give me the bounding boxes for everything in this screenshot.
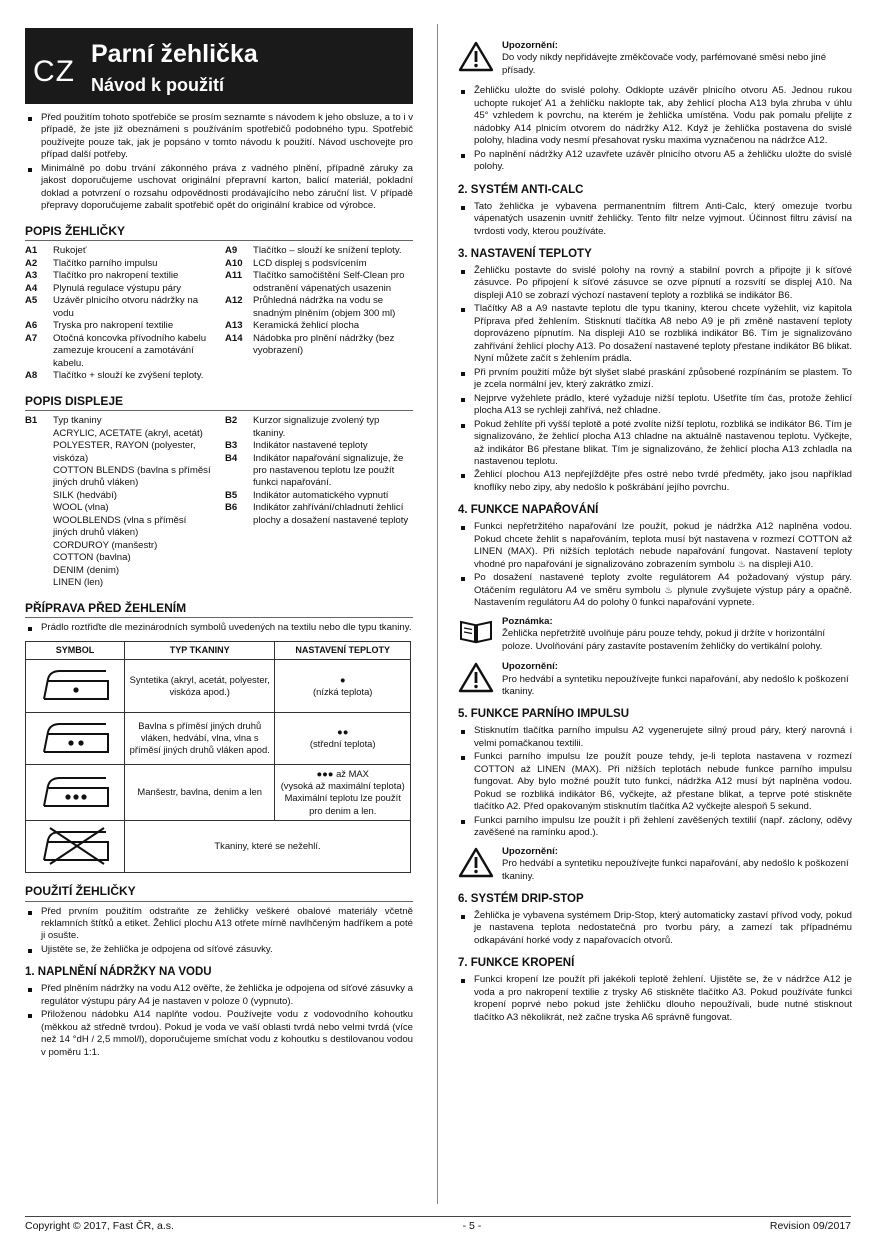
- warning-icon: [458, 661, 494, 693]
- left-column: [25, 28, 413, 1060]
- copyright: Copyright © 2017, Fast ČR, a.s.: [25, 1220, 174, 1232]
- list-item: A3 Tlačítko pro nakropení textilie: [25, 270, 179, 282]
- list-item: Tato žehlička je vybavena permanentním filtrem Anti-Calc, který omezuje tvorbu vápenatých usazenin uvnitř žehličky. Tento filtr nelze vyjmout. Účinnost filtru závisí na tvrdosti vody, kterou používáte.: [458, 201, 852, 238]
- list-item: A13 Keramická žehlicí plocha: [225, 320, 360, 332]
- list-item: A6 Tryska pro nakropení textilie: [25, 320, 174, 332]
- list-item: Minimálně po dobu trvání zákonného práva z vadného plnění, případně záruky za jakost doporučujeme uschovat originální přepravní karton, balicí materiál, pokladní doklad a potvrzení o rozsahu odpovědnosti prodávajícího nebo záruční list. V případě přepravy doporučujeme zabalit spotřebič opět do originální krabice od výrobce.: [25, 163, 413, 213]
- list-item: B6 Indikátor zahřívání/chladnutí žehlicí plochy a dosažení nastavené teploty: [225, 502, 409, 526]
- list-item: A7 Otočná koncovka přívodního kabelu zamezuje kroucení a zamotávání kabelu.: [25, 332, 207, 369]
- section-heading: POPIS DISPLEJE: [25, 394, 413, 412]
- list-item: Žehlicí plochou A13 nepřejíždějte přes ostré nebo tvrdé předměty, jako jsou například knoflíky nebo zipy, aby nedošlo k poškrábání jejího povrchu.: [458, 469, 852, 494]
- list-item: A12 Průhledná nádržka na vodu se snadným plněním (objem 300 ml): [225, 295, 396, 319]
- list-item: B2 Kurzor signalizuje zvolený typ tkaniny.: [225, 415, 380, 439]
- list-item: Žehličku postavte do svislé polohy na rovný a stabilní povrch a připojte ji k síťové zásuvce. Po připojení k síťové zásuvce se ozve pípnutí a rozsvítí se displej A10. Na displeji A10 se zobrazí výchozí nastavení teploty a rozbliká se indikátor B6.: [458, 265, 852, 302]
- list-item: A2 Tlačítko parního impulsu: [25, 257, 158, 269]
- page-footer: [25, 1216, 851, 1234]
- table-header: TYP TKANINY: [125, 641, 275, 660]
- section-heading: 7. FUNKCE KROPENÍ: [458, 957, 575, 970]
- list-item: A14 Nádobka pro plnění nádržky (bez vyobrazení): [225, 332, 395, 357]
- list-item: Přiloženou nádobku A14 naplňte vodou. Používejte vodu z vodovodního kohoutku (měkkou až středně tvrdou). Pokud je voda ve vaší oblasti tvrdá nebo velmi tvrdá (více než 14 °dH / 2,5 mmol/l), doporučujeme smíchat vodu z kohoutku s destilovanou vodou v poměru 1:1.: [25, 1009, 413, 1059]
- section-heading: POUŽITÍ ŽEHLIČKY: [25, 884, 413, 902]
- language-code: CZ: [33, 55, 75, 88]
- warning-icon: [458, 846, 494, 878]
- section-heading: 4. FUNKCE NAPAŘOVÁNÍ: [458, 504, 599, 517]
- page-title: Parní žehlička: [91, 40, 258, 68]
- symbol-table: [25, 641, 411, 873]
- no-iron-icon: [36, 824, 114, 866]
- list-item: Žehličku uložte do svislé polohy. Odklopte uzávěr plnicího otvoru A5. Jednou rukou uchopte rukojeť A1 a žehličku naklopte tak, aby žehlicí plocha A13 byla zhruba v úhlu 45° vzhledem k povrchu, na kterém je žehlička umístěna. Vodu pak pomalu přelijte z nádobky A14 plnicím otvorem do nádržky A12. Když je žehlička postavena do svislé polohy, hladina vody nesmí přesahovat rysku maxima vyznačenou na nádržce A12.: [458, 85, 852, 147]
- list-item: A10 LCD displej s podsvícením: [225, 257, 367, 269]
- list-item: Před použitím tohoto spotřebiče se prosím seznamte s návodem k jeho obsluze, a to i v případě, že jste již obeznámeni s používáním spotřebičů podobného typu. Spotřebič používejte pouze tak, jak je popsáno v tomto návodu k použití. Návod uschovejte pro případ další potřeby.: [25, 112, 413, 162]
- list-item: B1 Typ tkaniny ACRYLIC, ACETATE (akryl, acetát) POLYESTER, RAYON (polyester, viskóza) COTTON BLENDS (bavlna s příměsí jiných druhů vláken) SILK (hedvábí) WOOL (vlna) WOOLBLENDS (vlna s příměsí jiných druhů vláken) CORDUROY (manšestr) COTTON (bavlna) DENIM (denim) LINEN (len): [25, 415, 211, 589]
- note-box: Poznámka: Žehlička nepřetržitě uvolňuje páru pouze tehdy, pokud ji držíte v horizontální poloze. Uvolňování páry zastavíte postavením žehličky do vertikální polohy.: [458, 616, 852, 653]
- section-heading: 3. NASTAVENÍ TEPLOTY: [458, 248, 592, 261]
- list-item: A9 Tlačítko – slouží ke snížení teploty.: [225, 245, 402, 257]
- book-icon: [458, 616, 494, 644]
- iron-one-dot-icon: [36, 663, 114, 705]
- table-row: Bavlna s příměsí jiných druhů vláken, hedvábí, vlna, vlna s příměsí jiných druhů vláken apod. ●● (střední teplota): [26, 712, 411, 764]
- iron-three-dots-icon: [36, 770, 114, 812]
- list-item: Pokud žehlíte při vyšší teplotě a poté zvolíte nižší teplotu, rozbliká se indikátor B6. Tím je signalizováno, že žehlicí plocha A13 chladne na aktuálně nastavenou teplotu. Vyčkejte, až indikátor B6 přestane blikat. Tím je signalizováno, že žehlicí plocha A13 zchladla na nastavenou teplotu.: [458, 419, 852, 469]
- list-item: B3 Indikátor nastavené teploty: [225, 440, 368, 452]
- list-item: A8 Tlačítko + slouží ke zvýšení teploty.: [25, 370, 204, 382]
- list-item: Po naplnění nádržky A12 uzavřete uzávěr plnicího otvoru A5 a žehličku uložte do svislé polohy.: [458, 149, 852, 174]
- list-item: Žehlička je vybavena systémem Drip-Stop, který automaticky zastaví přívod vody, pokud je nastavena teplota nedostatečná pro tvorbu páry, a zamezí tak případnému odkapávání horké vody z napařovacích otvorů.: [458, 910, 852, 947]
- list-item: Při prvním použití může být slyšet slabé praskání způsobené rozpínáním se plastem. To je zcela normální jev, který zakrátko zmizí.: [458, 367, 852, 392]
- list-item: B5 Indikátor automatického vypnutí: [225, 489, 389, 501]
- section-heading: POPIS ŽEHLIČKY: [25, 224, 413, 242]
- title-banner: [25, 28, 413, 104]
- list-item: Tlačítky A8 a A9 nastavte teplotu dle typu tkaniny, kterou chcete vyžehlit, viz kapitola Příprava před žehlením. Stisknutí tlačítka A8 nebo A9 je při změně nastavení teploty doprovázeno pípnutím. Na displeji A10 se rozbliká indikátor B6. Tím je signalizováno zahřívání žehlicí plochy A13. Po dosažení nastavené teploty přestane indikátor B6 blikat. Nyní můžete začít s žehlením prádla.: [458, 303, 852, 365]
- page-number: - 5 -: [462, 1220, 482, 1232]
- intro-list: [25, 112, 413, 213]
- list-item: Po dosažení nastavené teploty zvolte regulátorem A4 požadovaný výstup páry. Otáčením regulátoru A4 ve směru symbolu ♨ plynule zvyšujete výstup páry a opačně. Nastavením regulátoru A4 do polohy 0 funkci napařování vypnete.: [458, 572, 852, 609]
- warning-icon: [458, 40, 494, 72]
- section-heading: PŘÍPRAVA PŘED ŽEHLENÍM: [25, 601, 413, 619]
- list-item: A5 Uzávěr plnicího otvoru nádržky na vodu: [25, 295, 199, 319]
- list-item: B4 Indikátor napařování signalizuje, že pro nastavenou teplotu lze použít funkci napařování.: [225, 452, 404, 489]
- list-item: A11 Tlačítko samočištění Self-Clean pro odstranění vápenatých usazenin: [225, 270, 405, 294]
- table-header: SYMBOL: [26, 641, 125, 660]
- list-item: A4 Plynulá regulace výstupu páry: [25, 282, 181, 294]
- list-item: Před plněním nádržky na vodu A12 ověřte, že žehlička je odpojena od síťové zásuvky a regulátor výstupu páry A4 je nastaven v poloze 0 (vypnuto).: [25, 983, 413, 1008]
- revision: Revision 09/2017: [769, 1220, 851, 1232]
- section-heading: 6. SYSTÉM DRIP-STOP: [458, 893, 584, 905]
- table-header: NASTAVENÍ TEPLOTY: [275, 641, 411, 660]
- table-row: Manšestr, bavlna, denim a len ●●● až MAX (vysoká až maximální teplota) Maximální teplotu lze použít pro denim a len.: [26, 764, 411, 820]
- column-divider: [437, 24, 438, 1204]
- section-heading: 1. NAPLNĚNÍ NÁDRŽKY NA VODU: [25, 966, 212, 979]
- warning-box: Upozornění: Do vody nikdy nepřidávejte změkčovače vody, parfémované směsi nebo jiné přísady.: [458, 40, 852, 77]
- right-column: [458, 34, 852, 1025]
- list-item: Před prvním použitím odstraňte ze žehličky veškeré obalové materiály včetně reklamních štítků a etiket. Žehlicí plochu A13 otřete mírně navlhčeným hadříkem a poté ji osušte.: [25, 906, 413, 943]
- iron-two-dots-icon: [36, 716, 114, 758]
- table-row: Tkaniny, které se nežehlí.: [26, 820, 411, 872]
- list-item: Funkci nepřetržitého napařování lze použít, pokud je nádržka A12 naplněna vodou. Pokud chcete žehlit s napařováním, teplota musí být nastavena v rozmezí COTTON až LINEN (MAX). Při nižších teplotách nebude napařování fungovat. Nastavení teploty vhodné pro napařování je signalizováno zobrazením symbolu ♨ na displeji A10.: [458, 521, 852, 571]
- list-item: Funkci kropení lze použít při jakékoli teplotě žehlení. Ujistěte se, že v nádržce A12 je voda a pro nakropení textilie z trysky A6 stiskněte tlačítko A3. Pokud používáte funkci kropení poprvé nebo pokud jste žehličku dlouho nepoužívali, bude nutné stisknout tlačítko A3 několikrát, než začne tryska A6 správně fungovat.: [458, 974, 852, 1024]
- section-heading: 2. SYSTÉM ANTI-CALC: [458, 183, 584, 196]
- list-item: Stisknutím tlačítka parního impulsu A2 vygenerujete silný proud páry, který narovná i velmi pomačkanou textilii.: [458, 725, 852, 750]
- list-item: Ujistěte se, že žehlička je odpojena od síťové zásuvky.: [25, 944, 413, 956]
- list-item: Funkci parního impulsu lze použít pouze tehdy, je-li teplota nastavena v rozmezí COTTON až LINEN (MAX). Při nižších teplotách nebude funkce parního impulsu fungovat. Aby bylo možné použít tuto funkci, nádržka A12 musí být naplněna vodou. Pokud se rozbliká indikátor B6, vyčkejte, až přestane blikat, a teprve poté stiskněte tlačítko A2. Před opakovaným stisknutím tlačítka A2 vyčkejte alespoň 5 sekund.: [458, 751, 852, 813]
- list-item: Nejprve vyžehlete prádlo, které vyžaduje nižší teplotu. Ušetříte tím čas, protože žehlicí plocha A13 se rychleji zahřívá, než chladne.: [458, 393, 852, 418]
- warning-box: Upozornění: Pro hedvábí a syntetiku nepoužívejte funkci napařování, aby nedošlo k poškození tkaniny.: [458, 661, 852, 698]
- list-item: A1 Rukojeť: [25, 245, 87, 257]
- list-item: Prádlo roztřiďte dle mezinárodních symbolů uvedených na textilu nebo dle typu tkaniny.: [25, 622, 413, 634]
- table-row: Syntetika (akryl, acetát, polyester, viskóza apod.) ● (nízká teplota): [26, 660, 411, 712]
- warning-box: Upozornění: Pro hedvábí a syntetiku nepoužívejte funkci napařování, aby nedošlo k poškození tkaniny.: [458, 846, 852, 883]
- page-subtitle: Návod k použití: [91, 75, 225, 95]
- display-parts-list: [25, 415, 413, 590]
- iron-parts-list: [25, 245, 413, 382]
- section-heading: 5. FUNKCE PARNÍHO IMPULSU: [458, 708, 630, 721]
- list-item: Funkci parního impulsu lze použít i při žehlení zavěšených textilií (např. záclony, oděvy zavěšené na ramínku apod.).: [458, 815, 852, 840]
